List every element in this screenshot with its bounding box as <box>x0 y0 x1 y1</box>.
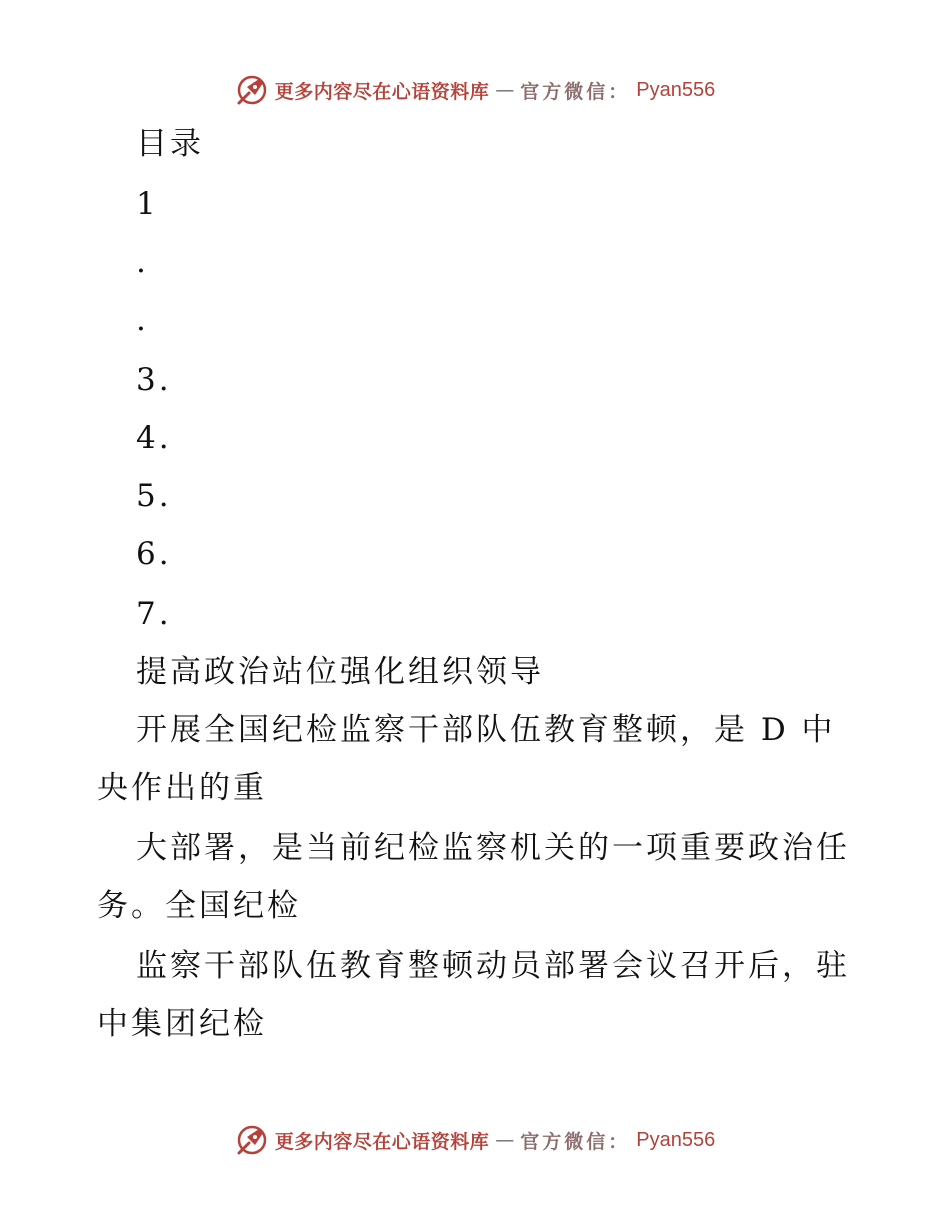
paragraph-line: 央作出的重 <box>97 770 267 806</box>
banner-official-label: 官方微信： <box>520 1130 631 1153</box>
paragraph-line: 开展全国纪检监察干部队伍教育整顿，是 D 中 <box>136 712 836 748</box>
paragraph-line: 监察干部队伍教育整顿动员部署会议召开后，驻 <box>136 948 850 984</box>
toc-item: 1 <box>136 186 159 222</box>
footer-banner <box>0 1120 950 1160</box>
toc-item: . <box>136 244 149 280</box>
toc-item: 7. <box>136 596 172 632</box>
banner-separator: — <box>495 79 515 101</box>
header-banner <box>0 70 950 110</box>
paragraph-line: 大部署，是当前纪检监察机关的一项重要政治任 <box>136 830 850 866</box>
toc-item: 5. <box>136 478 172 514</box>
pen-logo-icon <box>235 73 269 107</box>
banner-main-text: 更多内容尽在心语资料库 <box>274 1130 490 1153</box>
section-title: 提高政治站位强化组织领导 <box>136 654 544 690</box>
toc-item: 4. <box>136 420 172 456</box>
pen-logo-icon <box>235 1123 269 1157</box>
toc-item: . <box>136 302 149 338</box>
banner-separator: — <box>495 1129 515 1151</box>
banner-main-text: 更多内容尽在心语资料库 <box>274 80 490 103</box>
banner-wechat-id: Pyan556 <box>636 1128 716 1151</box>
banner-wechat-id: Pyan556 <box>636 78 716 101</box>
toc-item: 6. <box>136 536 172 572</box>
banner-official-label: 官方微信： <box>520 80 631 103</box>
paragraph-line: 务。全国纪检 <box>97 888 301 924</box>
paragraph-line: 中集团纪检 <box>97 1006 267 1042</box>
toc-item: 3. <box>136 362 172 398</box>
toc-title: 目录 <box>136 126 204 162</box>
